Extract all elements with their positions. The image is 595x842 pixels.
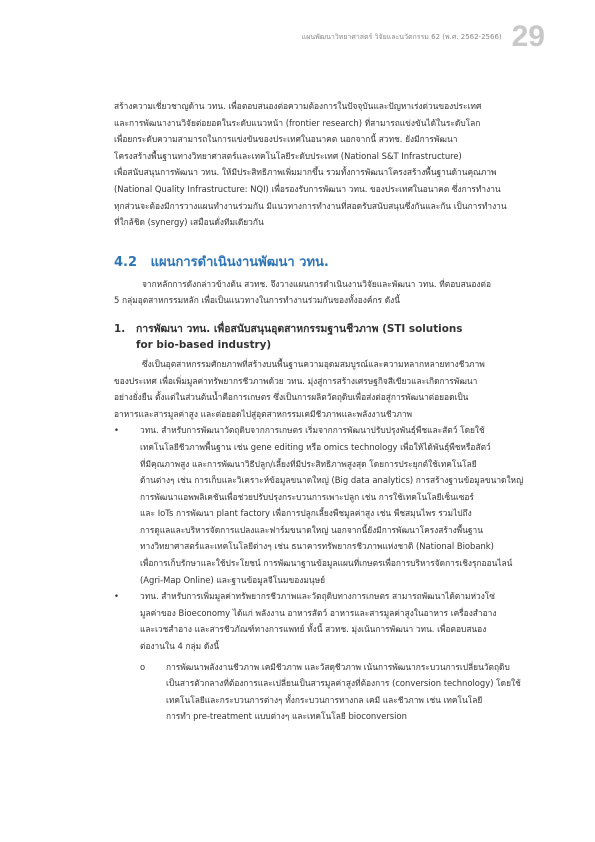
- text-line: ของประเทศ เพื่อเพิ่มมูลค่าทรัพยากรชีวภาพด้วย วทน. มุ่งสู่การสร้างเศรษฐกิจสีเขียวและเกิดการพัฒนา: [114, 375, 478, 386]
- running-head: แผนพัฒนาวิทยาศาสตร์ วิจัยและนวัตกรรม 62 (พ.ศ. 2562-2566): [301, 32, 502, 41]
- subsection-paragraph: [114, 356, 541, 422]
- text-line: (Agri-Map Online) และฐานข้อมูลจีโนมของมนุษย์: [140, 574, 326, 585]
- text-line: ที่มีคุณภาพสูง และการพัฒนาวิธีปลูก/เลี้ยงที่มีประสิทธิภาพสูงสุด โดยการประยุกต์ใช้เทคโนโลยี: [140, 458, 477, 469]
- text-line: เป็นสารตัวกลางที่ต้องการและเปลี่ยนเป็นสารมูลค่าสูงที่ต้องการ (conversion technology) โดยใช้: [166, 678, 521, 689]
- text-line: ที่ใกล้ชิด (synergy) เสมือนดั่งทีมเดียวกัน: [114, 217, 264, 228]
- text-line: โครงสร้างพื้นฐานทางวิทยาศาสตร์และเทคโนโลยีระดับประเทศ (National S&T Infrastructure): [114, 150, 462, 161]
- text-line: สร้างความเชี่ยวชาญด้าน วทน. เพื่อตอบสนองต่อความต้องการในปัจจุบันและปัญหาเร่งด่วนของประเทศ: [114, 101, 482, 111]
- page-content: [114, 98, 541, 725]
- text-line: การพัฒนาแอพพลิเคชันเพื่อช่วยปรับปรุงกระบวนการเพาะปลูก เช่น การใช้เทคโนโลยีเซ็นเซอร์: [140, 491, 474, 502]
- text-line: การดูแลและบริหารจัดการแปลงและฟาร์มขนาดใหญ่ นอกจากนี้ยังมีการพัฒนาโครงสร้างพื้นฐาน: [140, 524, 483, 535]
- sub-bullet-marker: o: [140, 661, 146, 672]
- text-line: ซึ่งเป็นอุตสาหกรรมศักยภาพที่สร้างบนพื้นฐานความอุดมสมบูรณ์และความหลากหลายทางชีวภาพ: [142, 358, 485, 369]
- section-intro: [114, 276, 541, 309]
- bullet-item: [114, 588, 541, 654]
- bullet-text: [140, 422, 523, 588]
- bullet-item: [114, 422, 541, 588]
- text-line: 5 กลุ่มอุตสาหกรรมหลัก เพื่อเป็นแนวทางในการทำงานร่วมกันของทั้งองค์กร ดังนี้: [114, 295, 400, 306]
- page-number: 29: [511, 20, 545, 53]
- text-line: วทน. สำหรับการเพิ่มมูลค่าทรัพยากรชีวภาพและวัตถุดิบทางการเกษตร สามารถพัฒนาได้ตามห่วงโซ่: [140, 591, 495, 602]
- text-line: เพื่อการเก็บรักษาและใช้ประโยชน์ การพัฒนาฐานข้อมูลแผนที่เกษตรเพื่อการบริหารจัดการเชิงรุกออนไลน์: [140, 558, 513, 569]
- text-line: และเวชสำอาง และสารชีวภัณฑ์ทางการแพทย์ ทั้งนี้ สวทช. มุ่งเน้นการพัฒนา วทน. เพื่อตอบสนอง: [140, 624, 487, 635]
- text-line: และ IoTs การพัฒนา plant factory เพื่อการปลูกเลี้ยงพืชมูลค่าสูง เช่น พืชสมุนไพร รวมไปถึง: [140, 508, 472, 519]
- text-line: การพัฒนาพลังงานชีวภาพ เคมีชีวภาพ และวัสดุชีวภาพ เน้นการพัฒนากระบวนการเปลี่ยนวัตถุดิบ: [166, 661, 510, 672]
- subsection-title-line: การพัฒนา วทน. เพื่อสนับสนุนอุตสาหกรรมฐานชีวภาพ (STI solutions: [136, 322, 463, 335]
- text-line: (National Quality Infrastructure: NQI) เพื่อรองรับการพัฒนา วทน. ของประเทศในอนาคต ซึ่งการทำงาน: [114, 183, 501, 194]
- section-title: แผนการดำเนินงานพัฒนา วทน.: [150, 254, 329, 270]
- text-line: มูลค่าของ Bioeconomy ได้แก่ พลังงาน อาหารสัตว์ อาหารและสารมูลค่าสูงในอาหาร เครื่องสำอาง: [140, 607, 497, 618]
- text-line: อย่างยั่งยืน ตั้งแต่ในส่วนต้นน้ำคือการเกษตร ซึ่งเป็นการผลิตวัตถุดิบเพื่อส่งต่อสู่การพัฒนาต่อยอดเป็น: [114, 392, 469, 403]
- subsection-heading: [114, 321, 541, 353]
- text-line: อาหารและสารมูลค่าสูง และต่อยอดไปสู่อุตสาหกรรมเคมีชีวภาพและพลังงานชีวภาพ: [114, 408, 413, 419]
- section-number: 4.2: [114, 254, 138, 270]
- text-line: ทางวิทยาศาสตร์และเทคโนโลยีต่างๆ เช่น ธนาคารทรัพยากรชีวภาพแห่งชาติ (National Biobank): [140, 541, 494, 552]
- bullet-marker: •: [114, 591, 119, 602]
- text-line: เพื่อสนับสนุนการพัฒนา วทน. ให้มีประสิทธิภาพเพิ่มมากขึ้น รวมทั้งการพัฒนาโครงสร้างพื้นฐานด้านคุณภาพ: [114, 167, 497, 178]
- text-line: จากหลักการดังกล่าวข้างต้น สวทช. จึงวางแผนการดำเนินงานวิจัยและพัฒนา วทน. ที่ตอบสนองต่อ: [142, 278, 491, 289]
- text-line: ทุกส่วนจะต้องมีการวางแผนทำงานร่วมกัน มีแนวทางการทำงานที่สอดรับสนับสนุนซึ่งกันและกัน เป็นการทำงาน: [114, 200, 507, 211]
- sub-bullet-text: [166, 659, 521, 725]
- sub-bullet-item: [140, 659, 541, 725]
- text-line: และการพัฒนางานวิจัยต่อยอดในระดับแนวหน้า (frontier research) ที่สามารถแข่งขันได้ในระดับโลก: [114, 117, 481, 128]
- text-line: การทำ pre-treatment แบบต่างๆ และเทคโนโลยี bioconversion: [166, 711, 407, 722]
- text-line: เทคโนโลยีชีวภาพพื้นฐาน เช่น gene editing หรือ omics technology เพื่อให้ได้พันธุ์พืชหรือสัตว์: [140, 441, 491, 452]
- text-line: วทน. สำหรับการพัฒนาวัตถุดิบจากการเกษตร เริ่มจากการพัฒนาปรับปรุงพันธุ์พืชและสัตว์ โดยใช้: [140, 425, 485, 436]
- subsection-title: [136, 321, 462, 353]
- subsection-title-line: for bio-based industry): [136, 338, 272, 351]
- text-line: ต่องานใน 4 กลุ่ม ดังนี้: [140, 641, 220, 652]
- section-heading: [114, 251, 541, 272]
- bullet-marker: •: [114, 425, 119, 436]
- subsection-number: 1.: [114, 322, 126, 335]
- text-line: เพื่อยกระดับความสามารถในการแข่งขันของประเทศในอนาคต นอกจากนี้ สวทช. ยังมีการพัฒนา: [114, 134, 458, 145]
- bullet-text: [140, 588, 496, 654]
- page-header: [302, 22, 545, 52]
- text-line: ด้านต่างๆ เช่น การเก็บและวิเคราะห์ข้อมูลขนาดใหญ่ (Big data analytics) การสร้างฐานข้อมูลขนาดใหญ่: [140, 475, 524, 486]
- intro-paragraph: [114, 98, 541, 231]
- text-line: เทคโนโลยีและกระบวนการต่างๆ ทั้งกระบวนการทางกล เคมี และชีวภาพ เช่น เทคโนโลยี: [166, 694, 483, 705]
